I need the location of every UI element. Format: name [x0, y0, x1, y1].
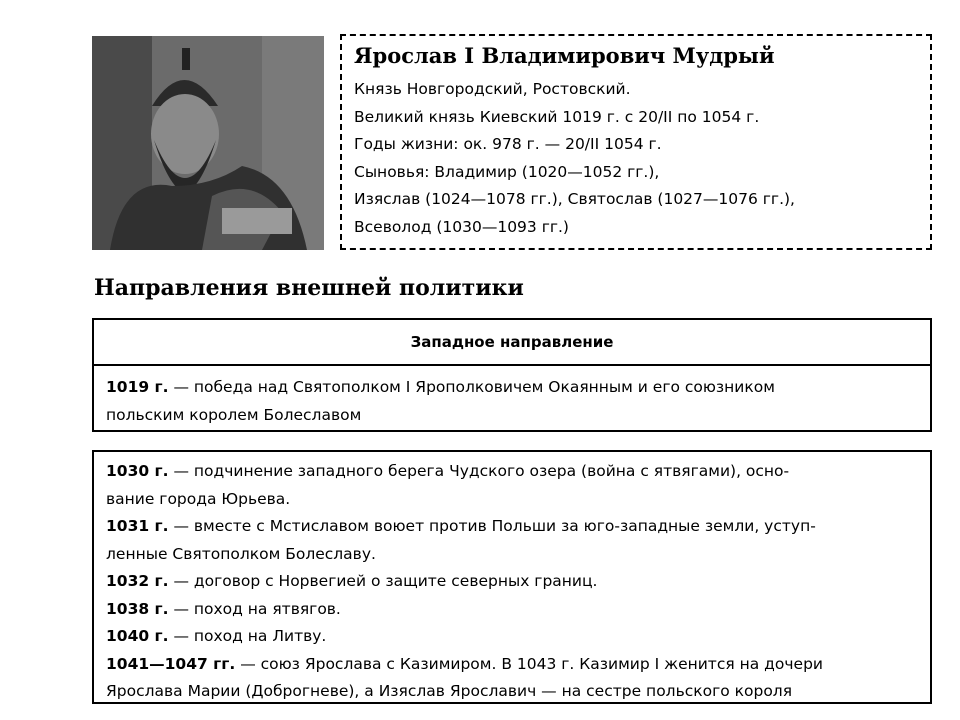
event-line — [106, 458, 920, 486]
profile-line: Сыновья: Владимир (1020—1052 гг.), — [354, 162, 660, 181]
event-year: 1019 г. — [106, 378, 169, 396]
event-line: Ярослава Марии (Доброгневе), а Изяслав Ярославич — на сестре польского короля — [106, 682, 793, 700]
event-line: ленные Святополком Болеславу. — [106, 544, 376, 563]
profile-name: Ярослав I Владимирович Мудрый — [354, 43, 775, 68]
profile-line: Всеволод (1030—1093 гг.) — [354, 217, 569, 236]
table-header: Западное направление — [94, 320, 930, 366]
profile-line: Великий князь Киевский 1019 г. с 20/II по 1054 г. — [354, 107, 760, 126]
portrait-graphic — [92, 36, 324, 250]
event-text: — поход на ятвягов. — [168, 599, 341, 618]
event-line — [106, 513, 920, 541]
profile-line: Князь Новгородский, Ростовский. — [354, 80, 631, 98]
event-line — [106, 596, 920, 624]
event-text: — победа над Святополком I Ярополковичем Окаянным и его союзником — [168, 378, 775, 396]
event-text: — поход на Литву. — [168, 627, 327, 645]
portrait-image — [92, 36, 324, 250]
event-year: 1032 г. — [106, 572, 169, 590]
events-box — [92, 450, 932, 704]
event-text: — вместе с Мстиславом воюет против Польши за юго-западные земли, уступ- — [168, 517, 816, 535]
event-line — [106, 568, 920, 596]
event-text: — договор с Норвегией о защите северных границ. — [168, 572, 598, 590]
profile-card — [340, 34, 932, 250]
event-line — [106, 373, 920, 401]
western-direction-table — [92, 318, 932, 432]
profile-line: Изяслав (1024—1078 гг.), Святослав (1027—1076 гг.), — [354, 190, 795, 208]
event-year: 1030 г. — [106, 462, 169, 480]
profile-line: Годы жизни: ок. 978 г. — 20/II 1054 г. — [354, 135, 662, 153]
event-line: польским королем Болеславом — [106, 406, 362, 424]
event-line — [106, 651, 920, 679]
section-title: Направления внешней политики — [94, 275, 524, 301]
event-line: вание города Юрьева. — [106, 489, 291, 508]
table-body — [94, 366, 930, 429]
event-line — [106, 623, 920, 651]
event-text: — подчинение западного берега Чудского озера (война с ятвягами), осно- — [168, 462, 790, 480]
event-text: — союз Ярослава с Казимиром. В 1043 г. Казимир I женится на дочери — [235, 654, 823, 673]
event-year: 1041—1047 гг. — [106, 654, 236, 673]
event-year: 1040 г. — [106, 627, 169, 645]
event-year: 1038 г. — [106, 599, 169, 618]
event-year: 1031 г. — [106, 517, 169, 535]
